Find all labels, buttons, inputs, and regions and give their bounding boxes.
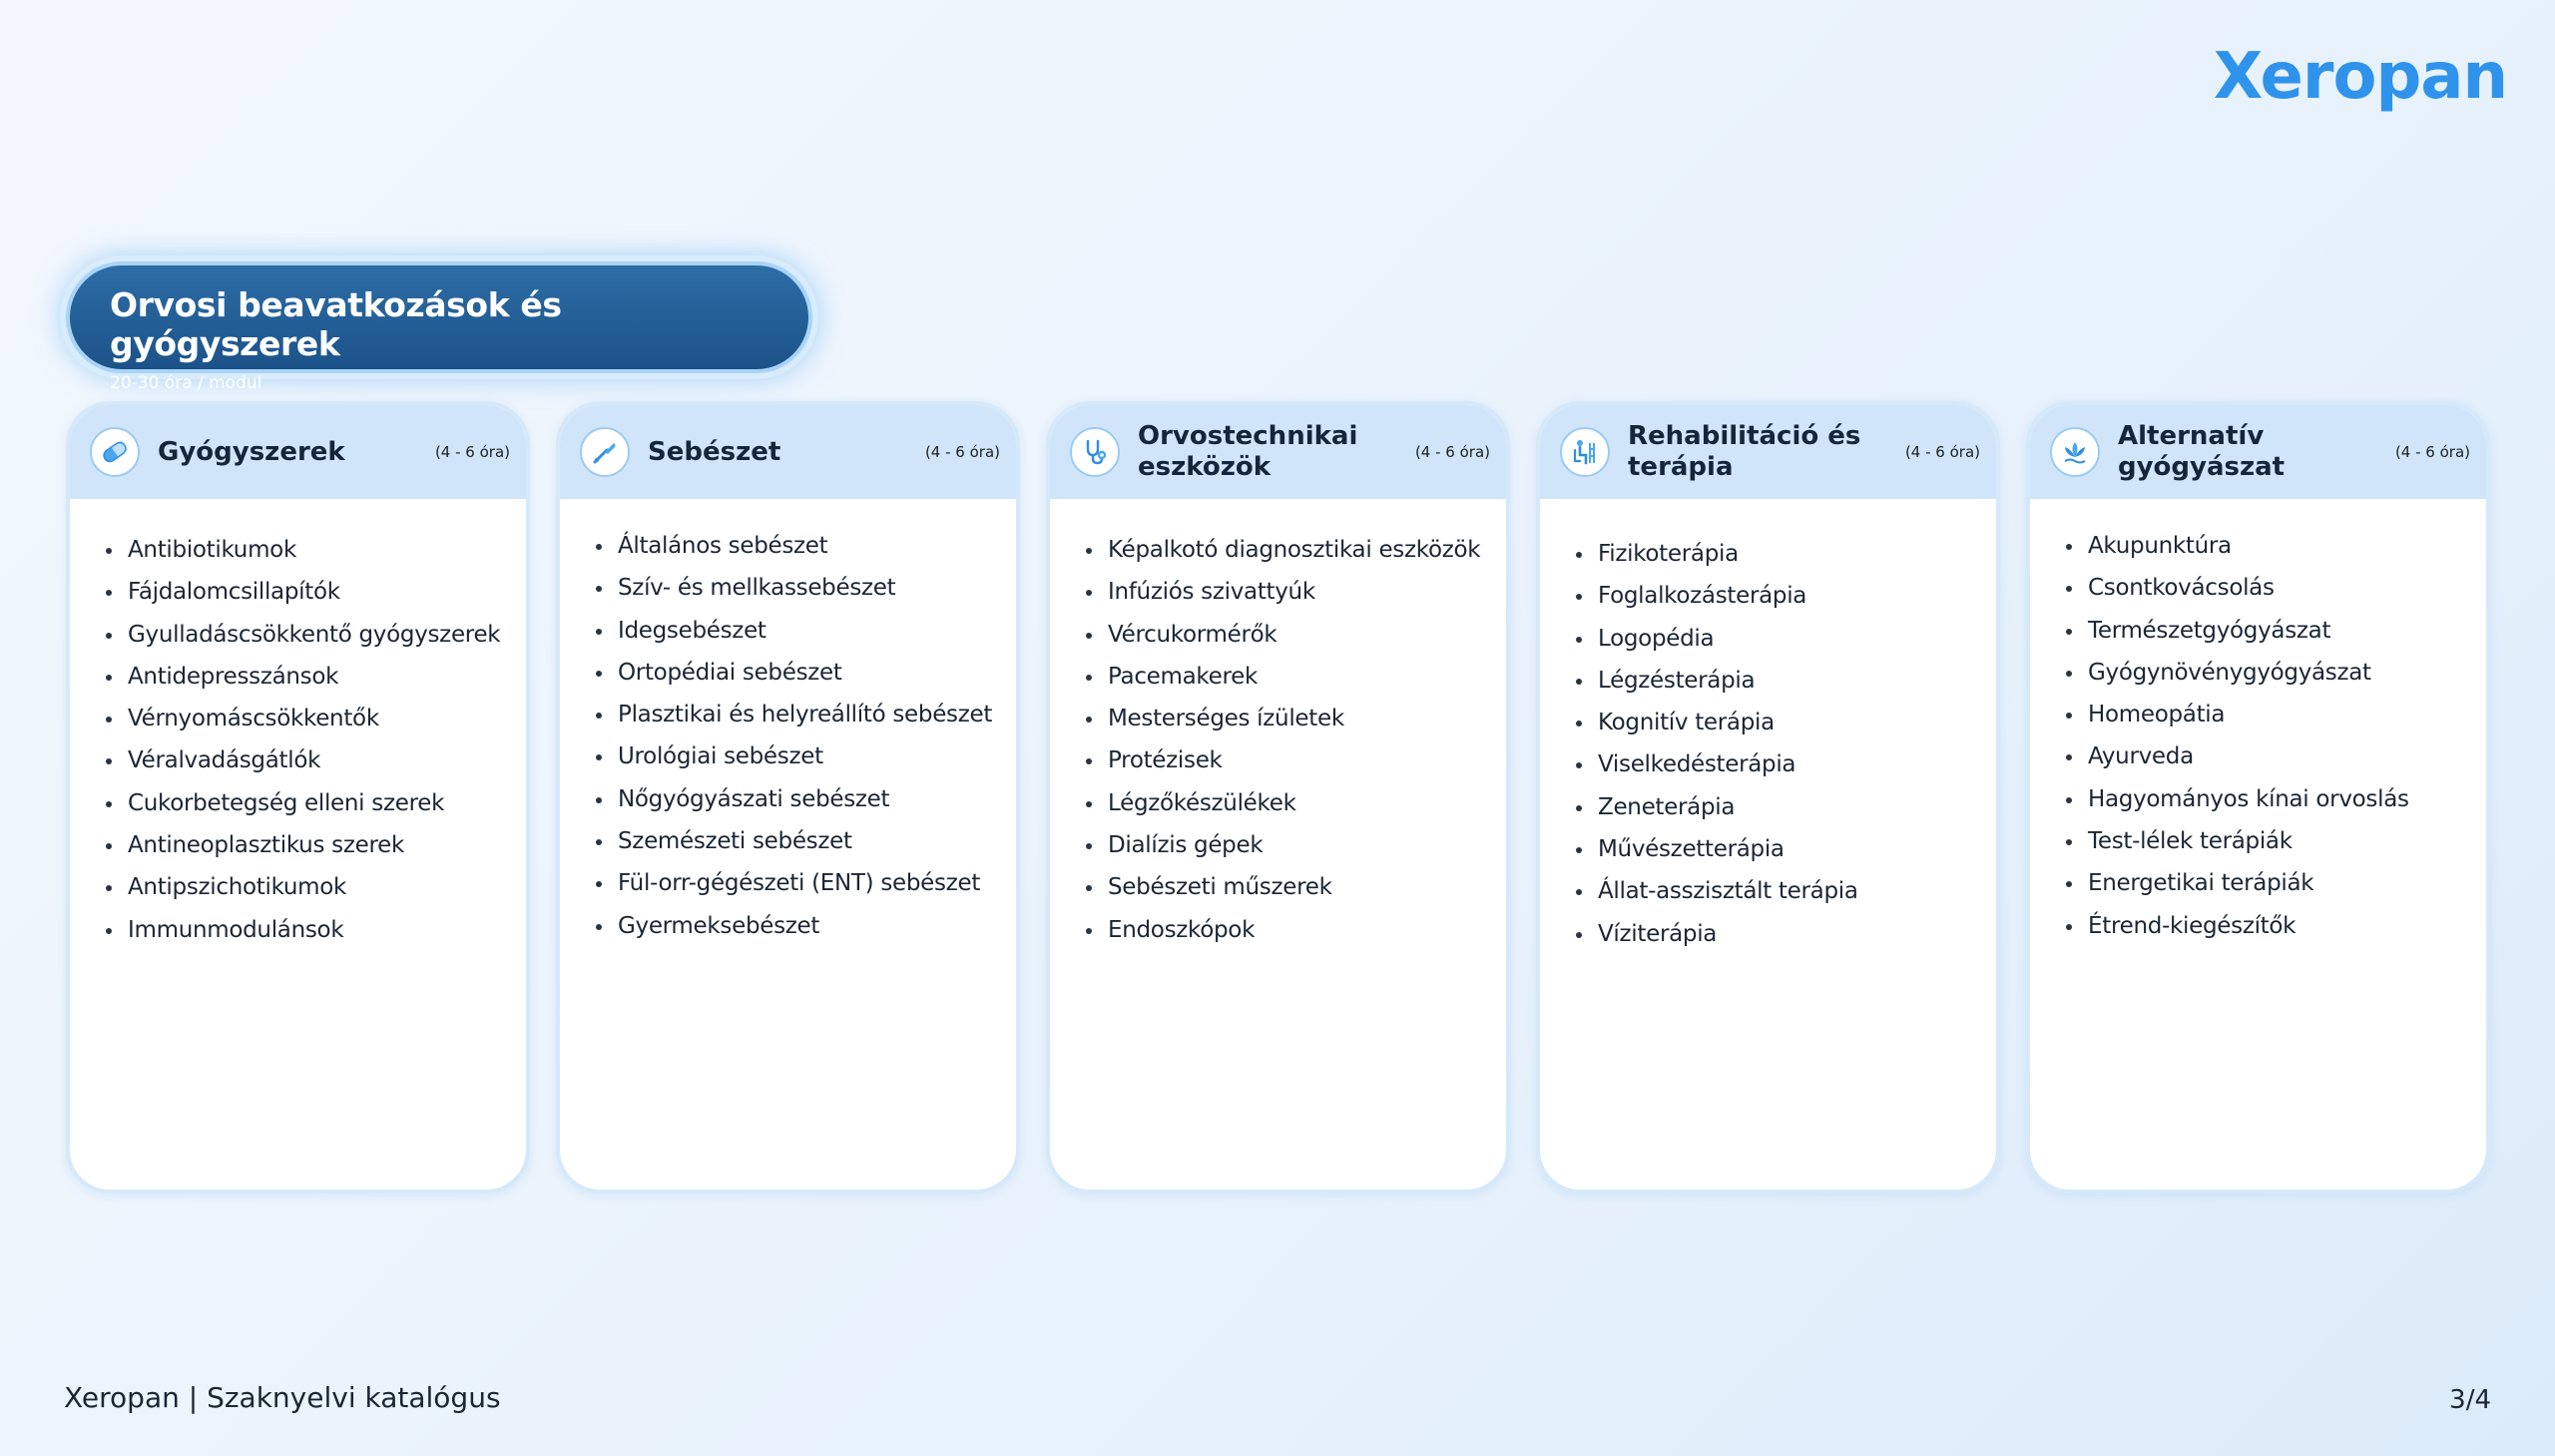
card-header xyxy=(1540,405,1996,499)
list-item: Protézisek xyxy=(1086,739,1480,781)
list-item: Víziterápia xyxy=(1576,913,1858,955)
pill-icon xyxy=(90,427,140,477)
card-title: Sebészet xyxy=(648,436,781,467)
list-item: Állat-asszisztált terápia xyxy=(1576,870,1858,912)
list-item: Gyermeksebészet xyxy=(596,905,992,947)
card-header xyxy=(560,405,1016,499)
list-item: Fül-orr-gégészeti (ENT) sebészet xyxy=(596,862,992,904)
footer-caption: Xeropan | Szaknyelvi katalógus xyxy=(64,1381,501,1414)
list-item: Ayurveda xyxy=(2066,735,2409,777)
card-title: Rehabilitáció és terápia xyxy=(1628,421,1861,482)
list-item: Idegsebészet xyxy=(596,610,992,652)
list-item: Természetgyógyászat xyxy=(2066,610,2409,652)
card-header xyxy=(1050,405,1506,499)
list-item: Logopédia xyxy=(1576,618,1858,660)
scalpel-icon xyxy=(580,427,630,477)
list-item: Plasztikai és helyreállító sebészet xyxy=(596,694,992,735)
list-item: Szív- és mellkassebészet xyxy=(596,567,992,609)
list-item: Urológiai sebészet xyxy=(596,735,992,777)
card-hours: (4 - 6 óra) xyxy=(1904,443,1980,461)
lotus-icon xyxy=(2050,427,2100,477)
list-item: Dialízis gépek xyxy=(1086,824,1480,866)
list-item: Test-lélek terápiák xyxy=(2066,820,2409,862)
list-item: Légzésterápia xyxy=(1576,660,1858,702)
list-item: Véralvadásgátlók xyxy=(106,739,500,781)
card-title: Alternatív gyógyászat xyxy=(2118,421,2286,482)
card-title: Orvostechnikai eszközök xyxy=(1138,421,1358,482)
card-orvostechnikai-eszkozok xyxy=(1046,401,1510,1194)
list-item: Antidepresszánsok xyxy=(106,656,500,698)
page-number: 3/4 xyxy=(2449,1385,2491,1415)
card-gyogyszerek xyxy=(66,401,530,1194)
list-item: Endoszkópok xyxy=(1086,909,1480,951)
list-item: Viselkedésterápia xyxy=(1576,743,1858,785)
card-title: Gyógyszerek xyxy=(158,436,345,467)
module-duration: 20-30 óra / modul xyxy=(110,373,262,393)
card-header xyxy=(70,405,526,499)
list-item: Nőgyógyászati sebészet xyxy=(596,778,992,820)
card-sebeszet xyxy=(556,401,1020,1194)
list-item: Homeopátia xyxy=(2066,694,2409,735)
rehabilitation-icon xyxy=(1560,427,1610,477)
list-item: Cukorbetegség elleni szerek xyxy=(106,782,500,824)
list-item: Vérnyomáscsökkentők xyxy=(106,698,500,739)
xeropan-logo: Xeropan xyxy=(2213,40,2507,114)
topic-list xyxy=(2066,525,2409,947)
card-hours: (4 - 6 óra) xyxy=(2394,443,2470,461)
topic-list xyxy=(596,525,992,947)
list-item: Akupunktúra xyxy=(2066,525,2409,567)
list-item: Pacemakerek xyxy=(1086,656,1480,698)
list-item: Zeneterápia xyxy=(1576,786,1858,828)
stethoscope-icon xyxy=(1070,427,1120,477)
list-item: Foglalkozásterápia xyxy=(1576,575,1858,617)
list-item: Művészetterápia xyxy=(1576,828,1858,870)
list-item: Gyógynövénygyógyászat xyxy=(2066,652,2409,694)
topic-list xyxy=(1086,529,1480,951)
list-item: Csontkovácsolás xyxy=(2066,567,2409,609)
list-item: Mesterséges ízületek xyxy=(1086,698,1480,739)
list-item: Antipszichotikumok xyxy=(106,866,500,908)
list-item: Ortopédiai sebészet xyxy=(596,652,992,694)
list-item: Kognitív terápia xyxy=(1576,702,1858,743)
card-alternativ-gyogyaszat xyxy=(2026,401,2490,1194)
module-title-banner xyxy=(66,261,812,393)
card-header xyxy=(2030,405,2486,499)
topic-list xyxy=(1576,533,1858,955)
list-item: Antibiotikumok xyxy=(106,529,500,571)
topic-list xyxy=(106,529,500,951)
list-item: Képalkotó diagnosztikai eszközök xyxy=(1086,529,1480,571)
list-item: Gyulladáscsökkentő gyógyszerek xyxy=(106,614,500,656)
card-hours: (4 - 6 óra) xyxy=(434,443,510,461)
list-item: Infúziós szivattyúk xyxy=(1086,571,1480,613)
list-item: Energetikai terápiák xyxy=(2066,862,2409,904)
list-item: Vércukormérők xyxy=(1086,614,1480,656)
list-item: Antineoplasztikus szerek xyxy=(106,824,500,866)
list-item: Immunmodulánsok xyxy=(106,909,500,951)
list-item: Sebészeti műszerek xyxy=(1086,866,1480,908)
card-hours: (4 - 6 óra) xyxy=(924,443,1000,461)
list-item: Szemészeti sebészet xyxy=(596,820,992,862)
list-item: Hagyományos kínai orvoslás xyxy=(2066,778,2409,820)
list-item: Légzőkészülékek xyxy=(1086,782,1480,824)
card-rehabilitacio-es-terapia xyxy=(1536,401,2000,1194)
list-item: Étrend-kiegészítők xyxy=(2066,905,2409,947)
list-item: Fizikoterápia xyxy=(1576,533,1858,575)
module-title: Orvosi beavatkozások és gyógyszerek xyxy=(110,285,562,363)
list-item: Fájdalomcsillapítók xyxy=(106,571,500,613)
list-item: Általános sebészet xyxy=(596,525,992,567)
card-hours: (4 - 6 óra) xyxy=(1414,443,1490,461)
